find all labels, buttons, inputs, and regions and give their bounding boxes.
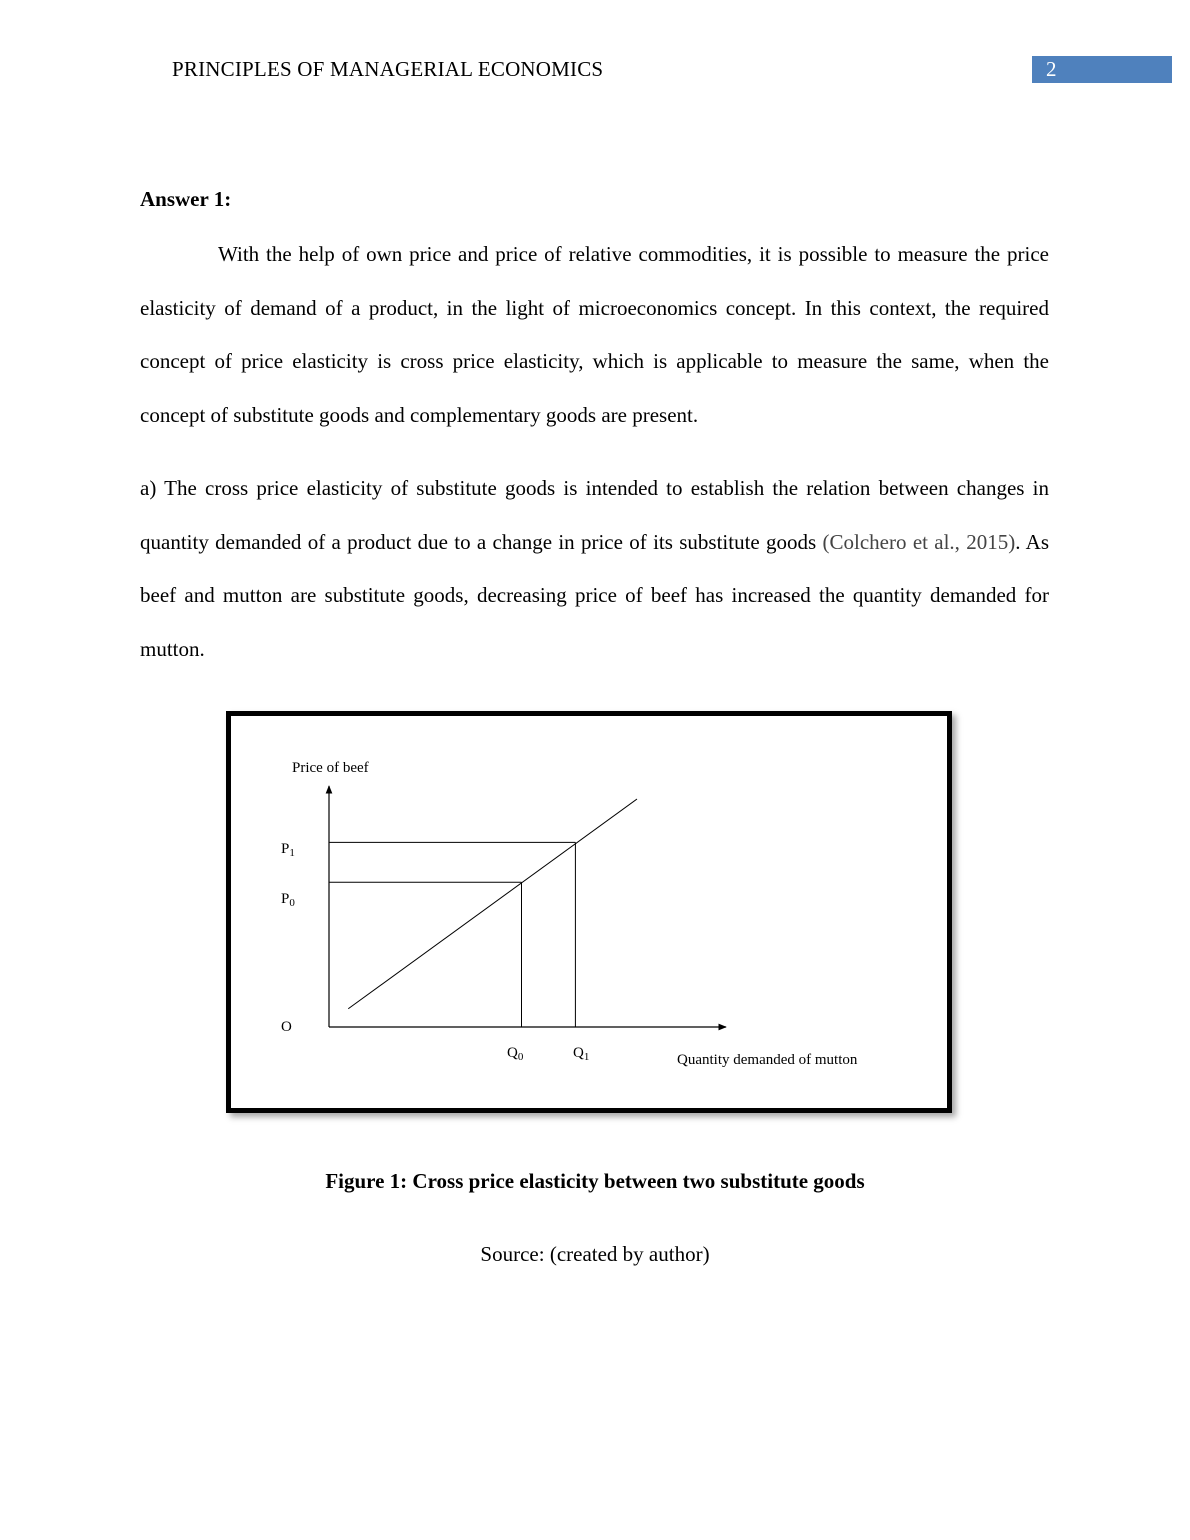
figure-source: Source: (created by author) xyxy=(480,1242,710,1266)
q0-tick-letter: Q xyxy=(507,1045,518,1061)
y-axis-label: Price of beef xyxy=(292,760,369,776)
x-axis-label: Quantity demanded of mutton xyxy=(677,1052,858,1068)
paragraph-text-before-citation: a) The cross price elasticity of substitute goods is intended to establish the relation between changes in quantity demanded of a product due to a change in price of its substitute goods xyxy=(140,476,1049,554)
paragraph-substitute-goods xyxy=(140,462,1049,677)
p0-tick-subscript: 0 xyxy=(289,897,295,909)
p0-tick-letter: P xyxy=(281,891,290,907)
cross-price-chart xyxy=(231,716,947,1108)
q1-tick-letter: Q xyxy=(573,1045,584,1061)
q0-tick-label xyxy=(507,1045,524,1063)
p1-tick-label xyxy=(281,841,295,859)
page-number: 2 xyxy=(1032,56,1172,83)
figure-frame xyxy=(226,711,952,1113)
paragraph-text-after-citation: . As beef and mutton are substitute goods, decreasing price of beef has increased the quantity demanded for mutton. xyxy=(140,529,1049,662)
origin-label: O xyxy=(281,1019,292,1035)
p1-tick-subscript: 1 xyxy=(289,847,295,859)
p1-tick-letter: P xyxy=(281,841,290,857)
answer-heading: Answer 1: xyxy=(140,187,232,211)
running-head: PRINCIPLES OF MANAGERIAL ECONOMICS xyxy=(172,57,604,81)
figure-caption: Figure 1: Cross price elasticity between two substitute goods xyxy=(325,1169,865,1193)
q1-tick-label xyxy=(573,1045,589,1063)
elasticity-line xyxy=(348,799,637,1009)
p0-tick-label xyxy=(281,891,295,909)
paragraph-intro: With the help of own price and price of relative commodities, it is possible to measure the price elasticity of demand of a product, in the light of microeconomics concept. In this context, the required concept of price elasticity is cross price elasticity, which is applicable to measure the same, when the concept of substitute goods and complementary goods are present. xyxy=(140,242,1049,428)
citation: (Colchero et al., 2015) xyxy=(822,529,1016,554)
q0-tick-subscript: 0 xyxy=(517,1051,524,1063)
q1-tick-subscript: 1 xyxy=(583,1051,590,1063)
